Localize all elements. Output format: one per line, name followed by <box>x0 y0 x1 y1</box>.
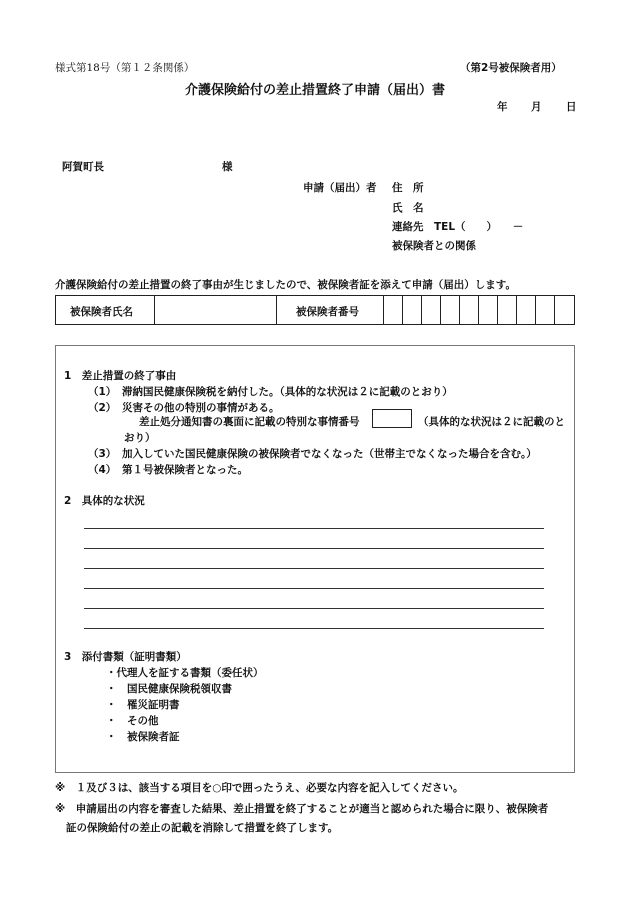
attachment-item: ・ その他 <box>106 715 159 727</box>
contact-label: 連絡先 TEL（ ） － <box>392 221 524 233</box>
addressee-name: 阿賀町長 <box>62 161 104 173</box>
date-year-label: 年 <box>497 101 508 113</box>
situation-line[interactable] <box>84 568 544 569</box>
insured-number-digit[interactable] <box>554 296 574 324</box>
form-number: 様式第18号（第１２条関係） <box>55 62 195 74</box>
form-category: （第2号被保険者用） <box>460 62 562 74</box>
situation-line[interactable] <box>84 628 544 629</box>
insured-number-digit[interactable] <box>402 296 421 324</box>
insured-number-digit[interactable] <box>497 296 516 324</box>
insured-name-field[interactable] <box>154 296 276 324</box>
item-text: 加入していた国民健康保険の被保険者でなくなった（世帯主でなくなった場合を含む。） <box>122 448 537 460</box>
section2-heading: 2 具体的な状況 <box>64 495 145 507</box>
attachment-item: ・ 被保険者証 <box>106 731 180 743</box>
insured-number-digit[interactable] <box>459 296 478 324</box>
special-case-note-cont: おり） <box>124 432 156 444</box>
attachment-item: ・代理人を証する書類（委任状） <box>106 667 264 679</box>
attachment-item: ・ 罹災証明書 <box>106 699 180 711</box>
address-label: 住 所 <box>392 182 424 194</box>
special-case-text: 差止処分通知書の裏面に記載の特別な事情番号 <box>139 416 360 428</box>
date-month-label: 月 <box>531 101 542 113</box>
item-text: 滞納国民健康保険税を納付した。（具体的な状況は２に記載のとおり） <box>122 386 453 398</box>
item-number: （4） <box>88 464 117 476</box>
footnote-cont: 証の保険給付の差止の記載を消除して措置を終了します。 <box>66 822 339 834</box>
page-title: 介護保険給付の差止措置終了申請（届出）書 <box>184 83 445 98</box>
insured-name-label: 被保険者氏名 <box>70 306 133 318</box>
intro-text: 介護保険給付の差止措置の終了事由が生じましたので、被保険者証を添えて申請（届出）します。 <box>55 279 516 291</box>
section3-heading: 3 添付書類（証明書類） <box>64 651 187 663</box>
situation-line[interactable] <box>84 528 544 529</box>
insured-number-digit[interactable] <box>440 296 459 324</box>
special-case-note: （具体的な状況は２に記載のと <box>418 416 565 428</box>
relation-label: 被保険者との関係 <box>392 240 476 252</box>
insured-number-digit[interactable] <box>421 296 440 324</box>
situation-line[interactable] <box>84 608 544 609</box>
attachment-item: ・ 国民健康保険税領収書 <box>106 683 232 695</box>
date-day-label: 日 <box>566 101 577 113</box>
situation-line[interactable] <box>84 548 544 549</box>
name-label: 氏 名 <box>392 202 424 214</box>
item-text: 災害その他の特別の事情がある。 <box>122 402 280 414</box>
item-number: （1） <box>88 386 117 398</box>
insured-number-digit[interactable] <box>516 296 535 324</box>
item-text: 第１号被保険者となった。 <box>122 464 248 476</box>
insured-number-digit[interactable] <box>535 296 554 324</box>
applicant-label: 申請（届出）者 <box>303 182 377 194</box>
insured-number-label-cell <box>276 296 383 324</box>
footnote: ※ 申請届出の内容を審査した結果、差止措置を終了することが適当と認められた場合に限り、被保険者 <box>55 803 549 815</box>
insured-info-table <box>55 295 575 325</box>
item-number: （3） <box>88 448 117 460</box>
footnote: ※ １及び３は、該当する項目を○印で囲ったうえ、必要な内容を記入してください。 <box>55 782 464 794</box>
special-case-number-box[interactable] <box>372 409 412 428</box>
insured-number-digit[interactable] <box>383 296 402 324</box>
insured-number-label: 被保険者番号 <box>296 306 359 318</box>
section1-heading: 1 差止措置の終了事由 <box>64 370 177 382</box>
item-number: （2） <box>88 402 117 414</box>
situation-line[interactable] <box>84 588 544 589</box>
addressee-honorific: 様 <box>222 161 233 173</box>
insured-number-digit[interactable] <box>478 296 497 324</box>
